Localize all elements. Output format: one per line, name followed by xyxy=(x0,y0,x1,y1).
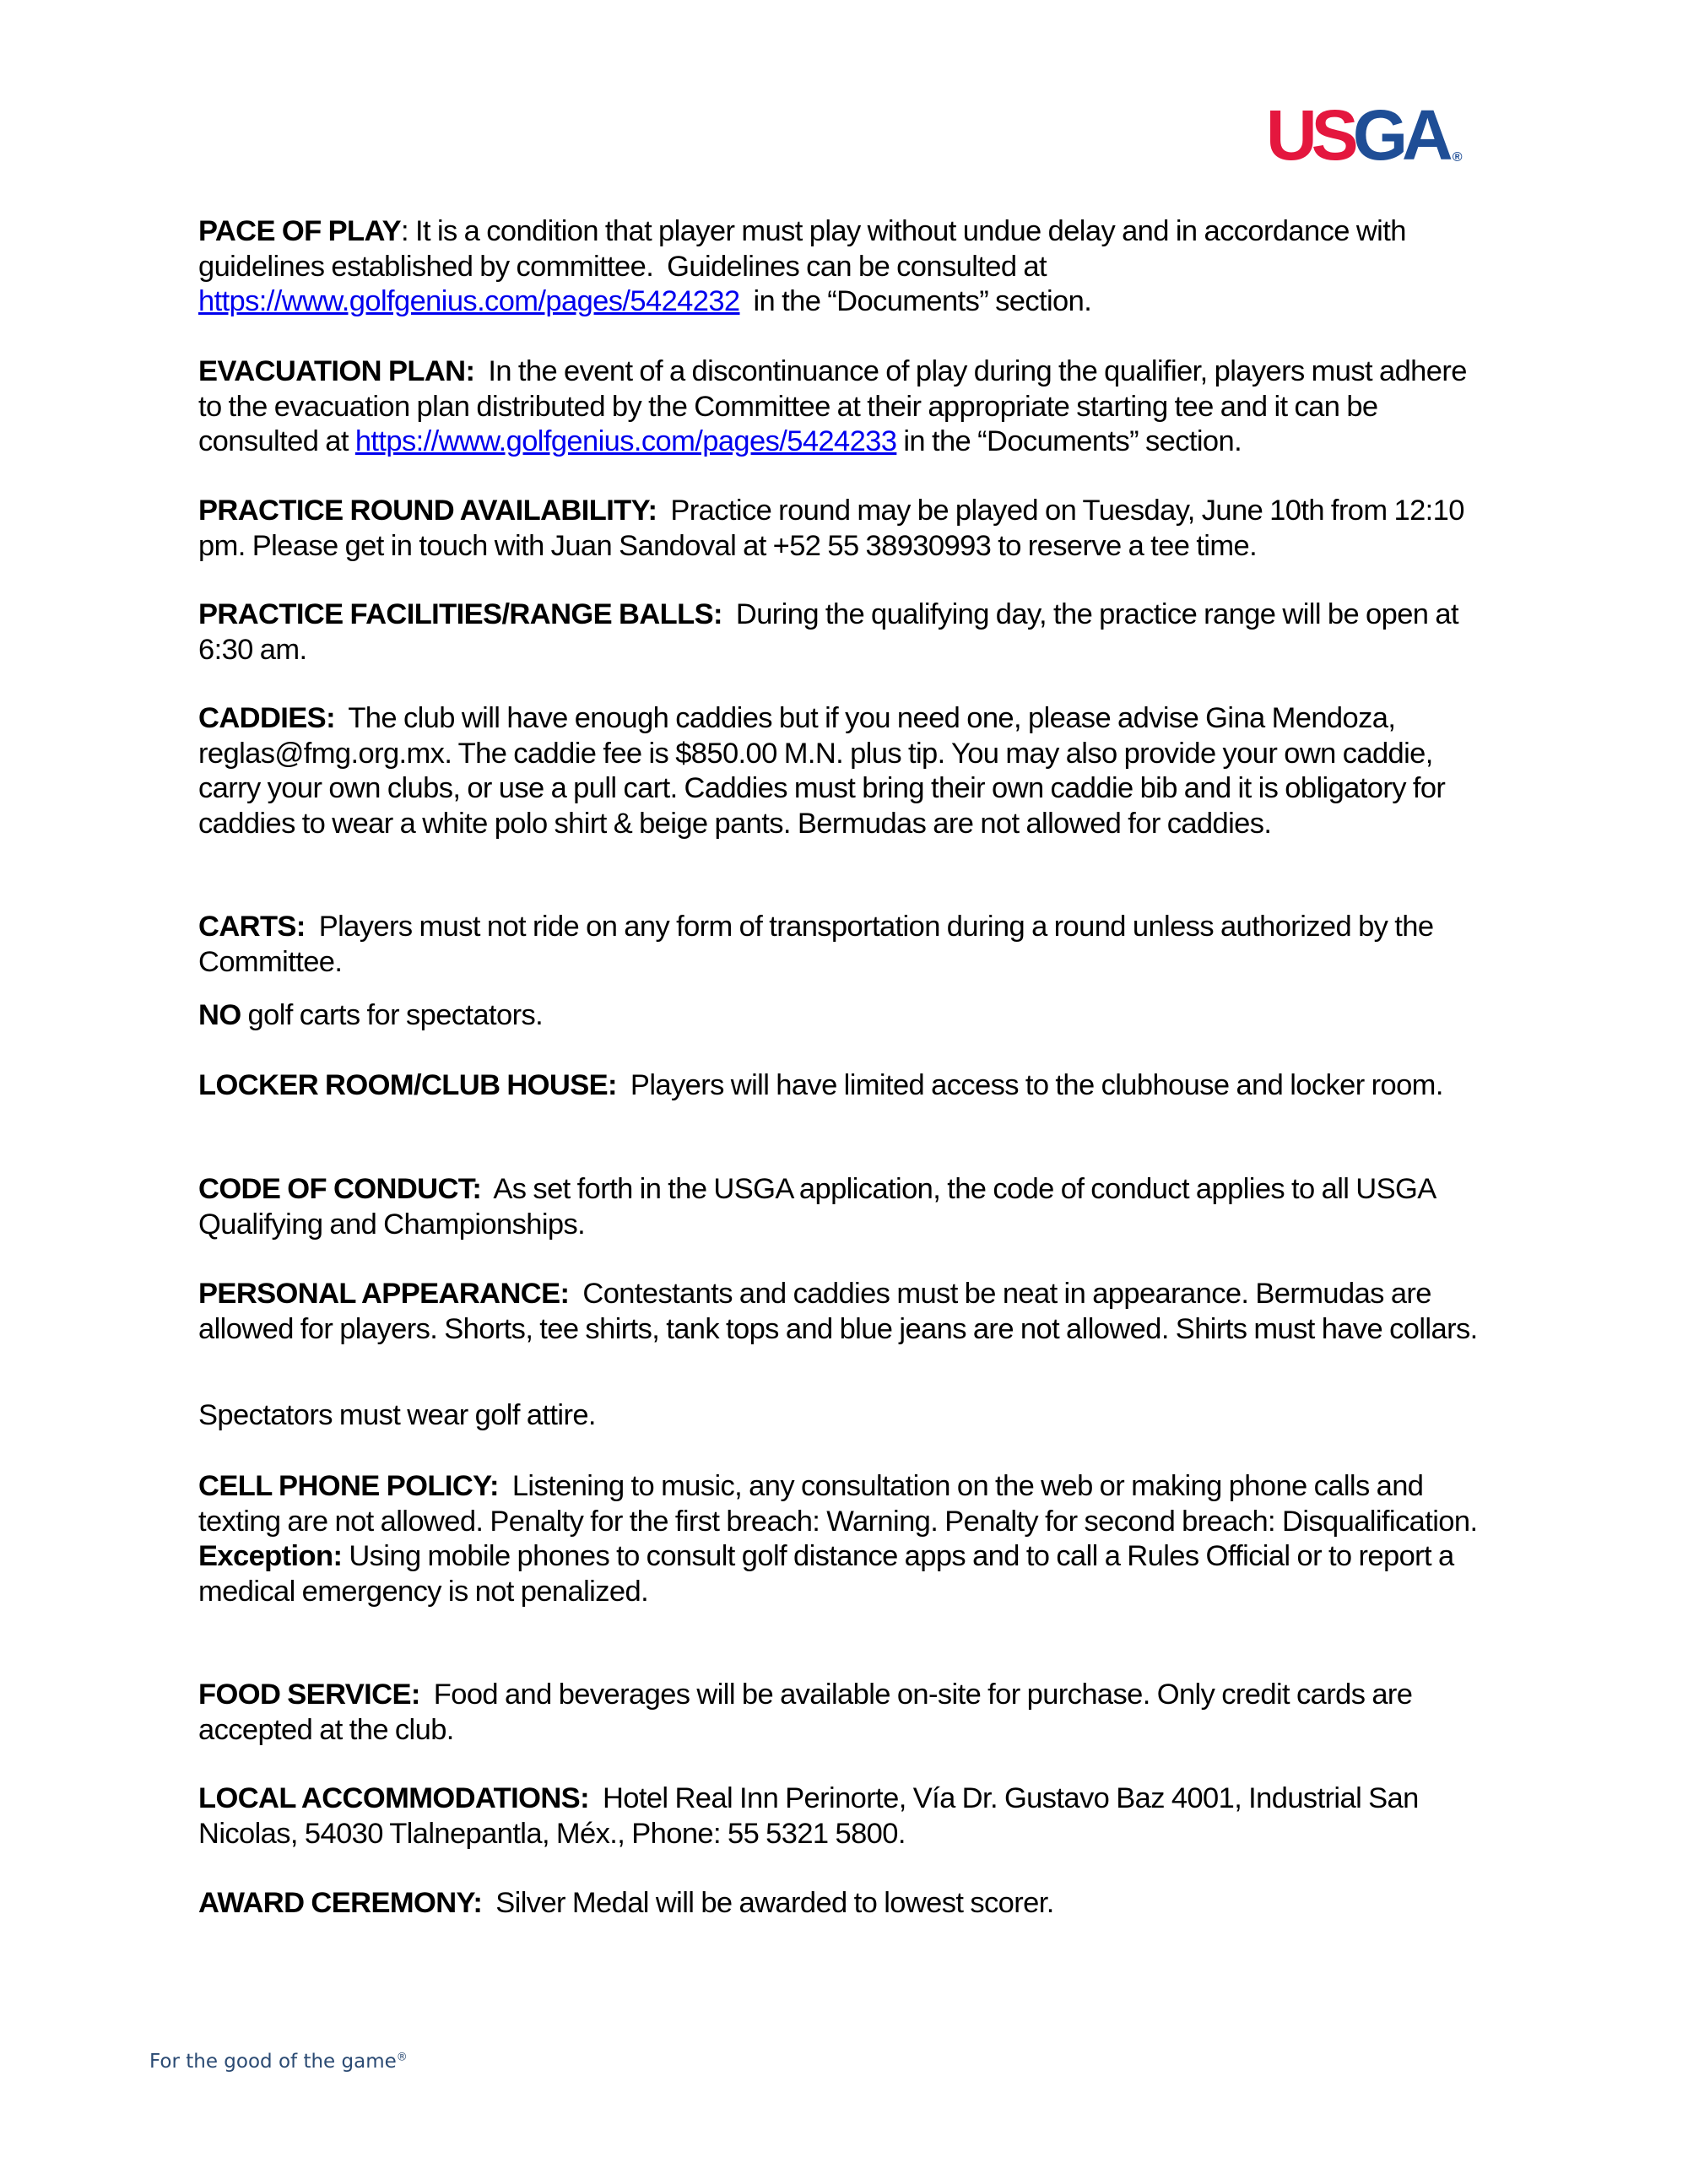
pace-of-play-link[interactable]: https://www.golfgenius.com/pages/5424232 xyxy=(198,285,740,317)
cell-phone-policy-section: CELL PHONE POLICY: Listening to music, any consultation on the web or making phone calls and texting are not allowed. Penalty for the first breach: Warning. Penalty for second breach: Disqualification. Exception: Using mobile phones to consult golf distance apps and to call a Rules Official or to report a medical emergency is not penalized. xyxy=(198,1470,1478,1608)
local-accommodations-section: LOCAL ACCOMMODATIONS: Hotel Real Inn Perinorte, Vía Dr. Gustavo Baz 4001, Industrial San Nicolas, 54030 Tlalnepantla, Méx., Phone: 55 5321 5800. xyxy=(198,1782,1426,1850)
evacuation-plan-link[interactable]: https://www.golfgenius.com/pages/5424233 xyxy=(354,425,897,457)
award-ceremony-section: AWARD CEREMONY: Silver Medal will be awarded to lowest scorer. xyxy=(198,1887,1054,1919)
pace-of-play-section: PACE OF PLAY: It is a condition that player must play without undue delay and in accordance with guidelines established by committee. Guidelines can be consulted at https://www.golfgenius.com/pages/5424232 in the “Documents” section. xyxy=(198,215,1413,317)
footer-tagline: For the good of the game® xyxy=(149,2051,408,2073)
evacuation-plan-section: EVACUATION PLAN: In the event of a discontinuance of play during the qualifier, players must adhere to the evacuation plan distributed by the Committee at their appropriate starting tee and it can be consulted at https://www.golfgenius.com/pages/5424233 in the “Documents” section. xyxy=(198,355,1474,457)
code-of-conduct-section: CODE OF CONDUCT: As set forth in the USGA application, the code of conduct applies to all USGA Qualifying and Championships. xyxy=(198,1173,1442,1241)
personal-appearance-section: PERSONAL APPEARANCE: Contestants and caddies must be neat in appearance. Bermudas are allowed for players. Shorts, tee shirts, tank tops and blue jeans are not allowed. Shirts must have collars. xyxy=(198,1278,1478,1345)
locker-room-section: LOCKER ROOM/CLUB HOUSE: Players will have limited access to the clubhouse and locker room. xyxy=(198,1069,1443,1101)
spectator-carts-note: NO golf carts for spectators. xyxy=(198,999,544,1031)
usga-logo: USGA ® xyxy=(1266,95,1463,175)
caddies-section: CADDIES: The club will have enough caddies but if you need one, please advise Gina Mendoza, reglas@fmg.org.mx. The caddie fee is $850.00 M.N. plus tip. You may also provide your own caddie, carry your own clubs, or use a pull cart. Caddies must bring their own caddie bib and it is obligatory for caddies to wear a white polo shirt & beige pants. Bermudas are not allowed for caddies. xyxy=(198,702,1453,840)
spectator-attire-note: Spectators must wear golf attire. xyxy=(198,1399,596,1431)
food-service-section: FOOD SERVICE: Food and beverages will be available on-site for purchase. Only credit cards are accepted at the club. xyxy=(198,1679,1420,1746)
practice-round-section: PRACTICE ROUND AVAILABILITY: Practice round may be played on Tuesday, June 10th from 12:10 pm. Please get in touch with Juan Sandoval at +52 55 38930993 to reserve a tee time. xyxy=(198,495,1471,562)
practice-facilities-section: PRACTICE FACILITIES/RANGE BALLS: During the qualifying day, the practice range will be open at 6:30 am. xyxy=(198,598,1465,666)
carts-section: CARTS: Players must not ride on any form of transportation during a round unless authorized by the Committee. xyxy=(198,911,1441,978)
